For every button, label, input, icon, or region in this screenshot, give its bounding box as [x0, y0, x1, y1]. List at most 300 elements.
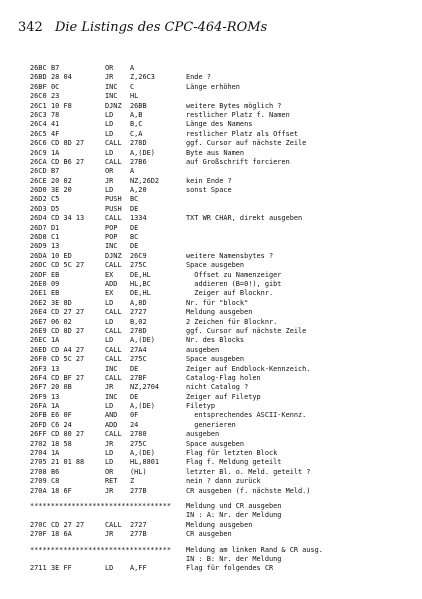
address: 26C4: [30, 120, 47, 129]
listing-line: [30, 299, 410, 308]
listing-line: [30, 271, 410, 280]
opcode-bytes: 23: [51, 92, 60, 101]
mnemonic: PUSH: [105, 195, 122, 204]
operand: A,(DE): [130, 402, 155, 411]
address: 26E1: [30, 289, 47, 298]
operand: A,(DE): [130, 336, 155, 345]
listing-line: [30, 440, 410, 449]
opcode-bytes: 1A: [51, 449, 60, 458]
opcode-bytes: CD 8D 27: [51, 326, 85, 335]
listing-line: [30, 64, 410, 73]
address: 26C9: [30, 148, 47, 157]
mnemonic: AND: [105, 411, 118, 420]
opcode-bytes: 18 6A: [51, 530, 72, 539]
listing-line: [30, 149, 410, 158]
mnemonic: JR: [105, 530, 114, 539]
mnemonic: LD: [105, 120, 114, 129]
listing-line: [30, 167, 410, 176]
listing-line: [30, 92, 410, 101]
operand: DE: [130, 242, 139, 251]
address: 26CE: [30, 176, 47, 185]
opcode-bytes: 1A: [51, 148, 60, 157]
listing-line: [30, 468, 410, 477]
mnemonic: INC: [105, 242, 118, 251]
address: 26BD: [30, 73, 47, 82]
mnemonic: CALL: [105, 326, 122, 335]
operand: A: [130, 64, 135, 72]
address: 26D9: [30, 242, 47, 251]
listing-line: [30, 214, 410, 223]
opcode-bytes: 10 F8: [51, 101, 72, 110]
address: 26F0: [30, 355, 47, 364]
comment: weitere Bytes möglich ?: [186, 101, 282, 110]
address: 270C: [30, 520, 47, 529]
listing-line: [30, 411, 410, 420]
operand: HL,BC: [130, 279, 151, 288]
opcode-bytes: 06 02: [51, 317, 72, 326]
address: 26DC: [30, 261, 47, 270]
operand: 277B: [130, 486, 147, 495]
address: 2705: [30, 458, 47, 467]
mnemonic: POP: [105, 233, 118, 242]
operand: DE,HL: [130, 270, 151, 279]
mnemonic: ADD: [105, 420, 118, 429]
mnemonic: LD: [105, 564, 114, 573]
opcode-bytes: 09: [51, 279, 60, 288]
address: 26CD: [30, 167, 47, 176]
comment: Space ausgeben: [186, 261, 245, 270]
address: 26BF: [30, 82, 47, 91]
separator-stars: **********************************: [30, 501, 172, 510]
mnemonic: POP: [105, 223, 118, 232]
listing-line: [30, 530, 410, 539]
comment: nicht Catalog ?: [186, 383, 249, 392]
mnemonic: RET: [105, 477, 118, 486]
opcode-bytes: CD 5C 27: [51, 355, 85, 364]
operand: A,FF: [130, 564, 147, 573]
operand: C,A: [130, 129, 143, 138]
section-comment: Meldung und CR ausgeben: [186, 501, 282, 510]
listing-line: [30, 73, 410, 82]
section-comment: Meldung am linken Rand & CR ausg.: [186, 545, 323, 554]
separator-stars: **********************************: [30, 545, 172, 554]
mnemonic: CALL: [105, 139, 122, 148]
listing-line: [30, 289, 410, 298]
operand: 2727: [130, 308, 147, 317]
mnemonic: CALL: [105, 430, 122, 439]
mnemonic: INC: [105, 364, 118, 373]
opcode-bytes: EB: [51, 289, 60, 298]
listing-line: [30, 83, 410, 92]
listing-line: [30, 477, 410, 486]
operand: BC: [130, 233, 139, 242]
mnemonic: LD: [105, 402, 114, 411]
comment: Catalog-Flag holen: [186, 373, 261, 382]
comment: CR ausgeben: [186, 530, 232, 539]
comment: Offset zu Namenzeiger: [186, 270, 282, 279]
listing-line: [30, 487, 410, 496]
comment: Flag für folgendes CR: [186, 564, 274, 573]
comment: entsprechendes ASCII-Kennz.: [186, 411, 307, 420]
listing-line: [30, 449, 410, 458]
opcode-bytes: 20 0B: [51, 383, 72, 392]
listing-line: [30, 205, 410, 214]
address: 26E0: [30, 279, 47, 288]
opcode-bytes: 18 6F: [51, 486, 72, 495]
mnemonic: DJNZ: [105, 251, 122, 260]
opcode-bytes: 78: [51, 110, 60, 119]
comment: Ende ?: [186, 73, 211, 82]
address: 26F7: [30, 383, 47, 392]
comment: TXT WR CHAR, direkt ausgeben: [186, 214, 303, 223]
listing-line: [30, 430, 410, 439]
comment: 2 Zeichen für Blocknr.: [186, 317, 278, 326]
comment: ggf. Cursor auf nächste Zeile: [186, 326, 307, 335]
opcode-bytes: C5: [51, 195, 60, 204]
opcode-bytes: C6 24: [51, 420, 72, 429]
operand: A: [130, 167, 135, 176]
address: 26D8: [30, 233, 47, 242]
comment: Meldung ausgeben: [186, 308, 253, 317]
operand: NZ,26D2: [130, 176, 160, 185]
comment: generieren: [186, 420, 236, 429]
opcode-bytes: C8: [51, 477, 60, 486]
comment: letzter Bl. o. Meld. geteilt ?: [186, 467, 311, 476]
operand: 278D: [130, 139, 147, 148]
comment: Nr. des Blocks: [186, 336, 245, 345]
operand: A,8D: [130, 298, 147, 307]
listing-line: [30, 102, 410, 111]
mnemonic: CALL: [105, 261, 122, 270]
address: 26D3: [30, 204, 47, 213]
section-header-line: [30, 502, 410, 511]
comment: Space ausgeben: [186, 355, 245, 364]
mnemonic: CALL: [105, 355, 122, 364]
operand: HL,8801: [130, 458, 160, 467]
opcode-bytes: 13: [51, 242, 60, 251]
operand: 275C: [130, 355, 147, 364]
address: 26D4: [30, 214, 47, 223]
mnemonic: CALL: [105, 214, 122, 223]
opcode-bytes: CD 80 27: [51, 430, 85, 439]
operand: 26BB: [130, 101, 147, 110]
listing-line: [30, 327, 410, 336]
address: 26C1: [30, 101, 47, 110]
address: 26FA: [30, 402, 47, 411]
listing-block-section-2: [30, 546, 410, 574]
address: 26FD: [30, 420, 47, 429]
comment: Länge erhöhen: [186, 82, 240, 91]
listing-line: [30, 177, 410, 186]
operand: DE: [130, 223, 139, 232]
opcode-bytes: E6 0F: [51, 411, 72, 420]
listing-line: [30, 346, 410, 355]
address: 26C6: [30, 139, 47, 148]
listing-line: [30, 365, 410, 374]
opcode-bytes: B7: [51, 167, 60, 176]
address: 26C3: [30, 110, 47, 119]
section-header-line: [30, 546, 410, 555]
mnemonic: PUSH: [105, 204, 122, 213]
comment: Zeiger auf Blocknr.: [186, 289, 274, 298]
comment: nein ? dann zurück: [186, 477, 261, 486]
comment: kein Ende ?: [186, 176, 232, 185]
operand: 277B: [130, 530, 147, 539]
page-number: 342: [18, 20, 43, 35]
address: 2702: [30, 439, 47, 448]
opcode-bytes: C1: [51, 233, 60, 242]
address: 270A: [30, 486, 47, 495]
operand: A,20: [130, 186, 147, 195]
mnemonic: JR: [105, 73, 114, 82]
listing-line: [30, 158, 410, 167]
mnemonic: LD: [105, 449, 114, 458]
listing-line: [30, 242, 410, 251]
listing-line: [30, 195, 410, 204]
comment: Byte aus Namen: [186, 148, 245, 157]
address: 26ED: [30, 345, 47, 354]
section-header-line: [30, 555, 410, 564]
listing-line: [30, 252, 410, 261]
address: 2709: [30, 477, 47, 486]
mnemonic: LD: [105, 129, 114, 138]
opcode-bytes: 1A: [51, 402, 60, 411]
comment: Filetyp: [186, 402, 216, 411]
address: 26E7: [30, 317, 47, 326]
address: 26F9: [30, 392, 47, 401]
opcode-bytes: CD A4 27: [51, 345, 85, 354]
opcode-bytes: 28 04: [51, 73, 72, 82]
address: 26CA: [30, 157, 47, 166]
operand: B,02: [130, 317, 147, 326]
operand: A,(DE): [130, 148, 155, 157]
operand: 275C: [130, 439, 147, 448]
listing-line: [30, 186, 410, 195]
listing-block-main: [30, 64, 410, 496]
comment: Flag für letzten Block: [186, 449, 278, 458]
operand: HL: [130, 92, 139, 101]
listing-line: [30, 280, 410, 289]
address: 26DA: [30, 251, 47, 260]
address: 2708: [30, 467, 47, 476]
opcode-bytes: 3E FF: [51, 564, 72, 573]
listing-line: [30, 564, 410, 573]
opcode-bytes: B7: [51, 64, 60, 72]
listing-line: [30, 139, 410, 148]
opcode-bytes: 21 01 88: [51, 458, 85, 467]
listing-line: [30, 521, 410, 530]
mnemonic: LD: [105, 110, 114, 119]
address: 270F: [30, 530, 47, 539]
opcode-bytes: 1A: [51, 336, 60, 345]
operand: A,(DE): [130, 449, 155, 458]
listing-line: [30, 402, 410, 411]
comment: ggf. Cursor auf nächste Zeile: [186, 139, 307, 148]
operand: 27BF: [130, 373, 147, 382]
mnemonic: ADD: [105, 279, 118, 288]
address: 26FF: [30, 430, 47, 439]
comment: CR ausgeben (f. nächste Meld.): [186, 486, 311, 495]
address: 26FB: [30, 411, 47, 420]
operand: BC: [130, 195, 139, 204]
address: 26E2: [30, 298, 47, 307]
comment: auf Großschrift forcieren: [186, 157, 290, 166]
operand: 27A4: [130, 345, 147, 354]
operand: Z,26C3: [130, 73, 155, 82]
address: 26F4: [30, 373, 47, 382]
operand: 27B6: [130, 157, 147, 166]
address: 26C0: [30, 92, 47, 101]
operand: 26C9: [130, 251, 147, 260]
opcode-bytes: CD 27 27: [51, 520, 85, 529]
opcode-bytes: 4F: [51, 129, 60, 138]
section-header-line: [30, 511, 410, 520]
operand: 1334: [130, 214, 147, 223]
opcode-bytes: 3E 20: [51, 186, 72, 195]
comment: Space ausgeben: [186, 439, 245, 448]
mnemonic: INC: [105, 92, 118, 101]
opcode-bytes: 3E 8D: [51, 298, 72, 307]
address: 26BC: [30, 64, 47, 72]
listing-line: [30, 233, 410, 242]
operand: 2727: [130, 520, 147, 529]
mnemonic: CALL: [105, 520, 122, 529]
comment: addieren (B=0!), gibt: [186, 279, 282, 288]
opcode-bytes: CD BF 27: [51, 373, 85, 382]
listing-line: [30, 458, 410, 467]
operand: 0F: [130, 411, 139, 420]
comment: ausgeben: [186, 430, 220, 439]
listing-line: [30, 421, 410, 430]
assembly-listing: [30, 64, 410, 574]
operand: DE: [130, 204, 139, 213]
address: 26D2: [30, 195, 47, 204]
address: 26E9: [30, 326, 47, 335]
listing-line: [30, 308, 410, 317]
mnemonic: CALL: [105, 308, 122, 317]
listing-line: [30, 224, 410, 233]
comment: Nr. für "block": [186, 298, 249, 307]
listing-line: [30, 336, 410, 345]
mnemonic: OR: [105, 64, 114, 72]
mnemonic: LD: [105, 298, 114, 307]
mnemonic: INC: [105, 82, 118, 91]
comment: restlicher Platz als Offset: [186, 129, 299, 138]
address: 26D0: [30, 186, 47, 195]
opcode-bytes: CD 34 13: [51, 214, 85, 223]
mnemonic: LD: [105, 148, 114, 157]
operand: B,C: [130, 120, 143, 129]
comment: sonst Space: [186, 186, 232, 195]
operand: DE,HL: [130, 289, 151, 298]
mnemonic: EX: [105, 289, 114, 298]
mnemonic: LD: [105, 458, 114, 467]
operand: Z: [130, 477, 135, 486]
operand: A,B: [130, 110, 143, 119]
opcode-bytes: EB: [51, 270, 60, 279]
opcode-bytes: 20 02: [51, 176, 72, 185]
address: 26F3: [30, 364, 47, 373]
mnemonic: OR: [105, 167, 114, 176]
operand: DE: [130, 364, 139, 373]
opcode-bytes: 18 58: [51, 439, 72, 448]
comment: Flag f. Meldung geteilt: [186, 458, 282, 467]
opcode-bytes: CD 8D 27: [51, 139, 85, 148]
opcode-bytes: 13: [51, 392, 60, 401]
section-comment: IN : A: Nr. der Meldung: [186, 511, 282, 520]
listing-line: [30, 393, 410, 402]
listing-line: [30, 261, 410, 270]
opcode-bytes: D1: [51, 223, 60, 232]
section-comment: IN : B: Nr. der Meldung: [186, 554, 282, 563]
listing-line: [30, 130, 410, 139]
listing-line: [30, 111, 410, 120]
mnemonic: INC: [105, 392, 118, 401]
opcode-bytes: 0C: [51, 82, 60, 91]
mnemonic: JR: [105, 486, 114, 495]
address: 26DF: [30, 270, 47, 279]
mnemonic: LD: [105, 336, 114, 345]
comment: Länge des Namens: [186, 120, 253, 129]
listing-line: [30, 318, 410, 327]
opcode-bytes: CD 27 27: [51, 308, 85, 317]
listing-block-section-1: [30, 502, 410, 540]
opcode-bytes: 41: [51, 120, 60, 129]
address: 26C5: [30, 129, 47, 138]
opcode-bytes: CD 5C 27: [51, 261, 85, 270]
page-title: Die Listings des CPC-464-ROMs: [54, 20, 268, 35]
listing-line: [30, 374, 410, 383]
address: 26D7: [30, 223, 47, 232]
address: 2704: [30, 449, 47, 458]
mnemonic: JR: [105, 383, 114, 392]
comment: Meldung ausgeben: [186, 520, 253, 529]
mnemonic: LD: [105, 317, 114, 326]
operand: 275C: [130, 261, 147, 270]
mnemonic: EX: [105, 270, 114, 279]
comment: ausgeben: [186, 345, 220, 354]
listing-line: [30, 120, 410, 129]
operand: C: [130, 82, 135, 91]
page-header: [18, 20, 408, 36]
opcode-bytes: D5: [51, 204, 60, 213]
operand: 2780: [130, 430, 147, 439]
opcode-bytes: 10 ED: [51, 251, 72, 260]
opcode-bytes: CD B6 27: [51, 157, 85, 166]
operand: NZ,2704: [130, 383, 160, 392]
mnemonic: OR: [105, 467, 114, 476]
mnemonic: CALL: [105, 157, 122, 166]
opcode-bytes: B6: [51, 467, 60, 476]
operand: 24: [130, 420, 139, 429]
opcode-bytes: 13: [51, 364, 60, 373]
mnemonic: CALL: [105, 345, 122, 354]
address: 2711: [30, 564, 47, 573]
comment: Zeiger auf Filetyp: [186, 392, 261, 401]
operand: (HL): [130, 467, 147, 476]
mnemonic: LD: [105, 186, 114, 195]
comment: weitere Namensbytes ?: [186, 251, 274, 260]
operand: 278D: [130, 326, 147, 335]
mnemonic: JR: [105, 176, 114, 185]
address: 26E4: [30, 308, 47, 317]
listing-line: [30, 383, 410, 392]
mnemonic: DJNZ: [105, 101, 122, 110]
mnemonic: JR: [105, 439, 114, 448]
operand: DE: [130, 392, 139, 401]
comment: Zeiger auf Endblock-Kennzeich.: [186, 364, 311, 373]
mnemonic: CALL: [105, 373, 122, 382]
